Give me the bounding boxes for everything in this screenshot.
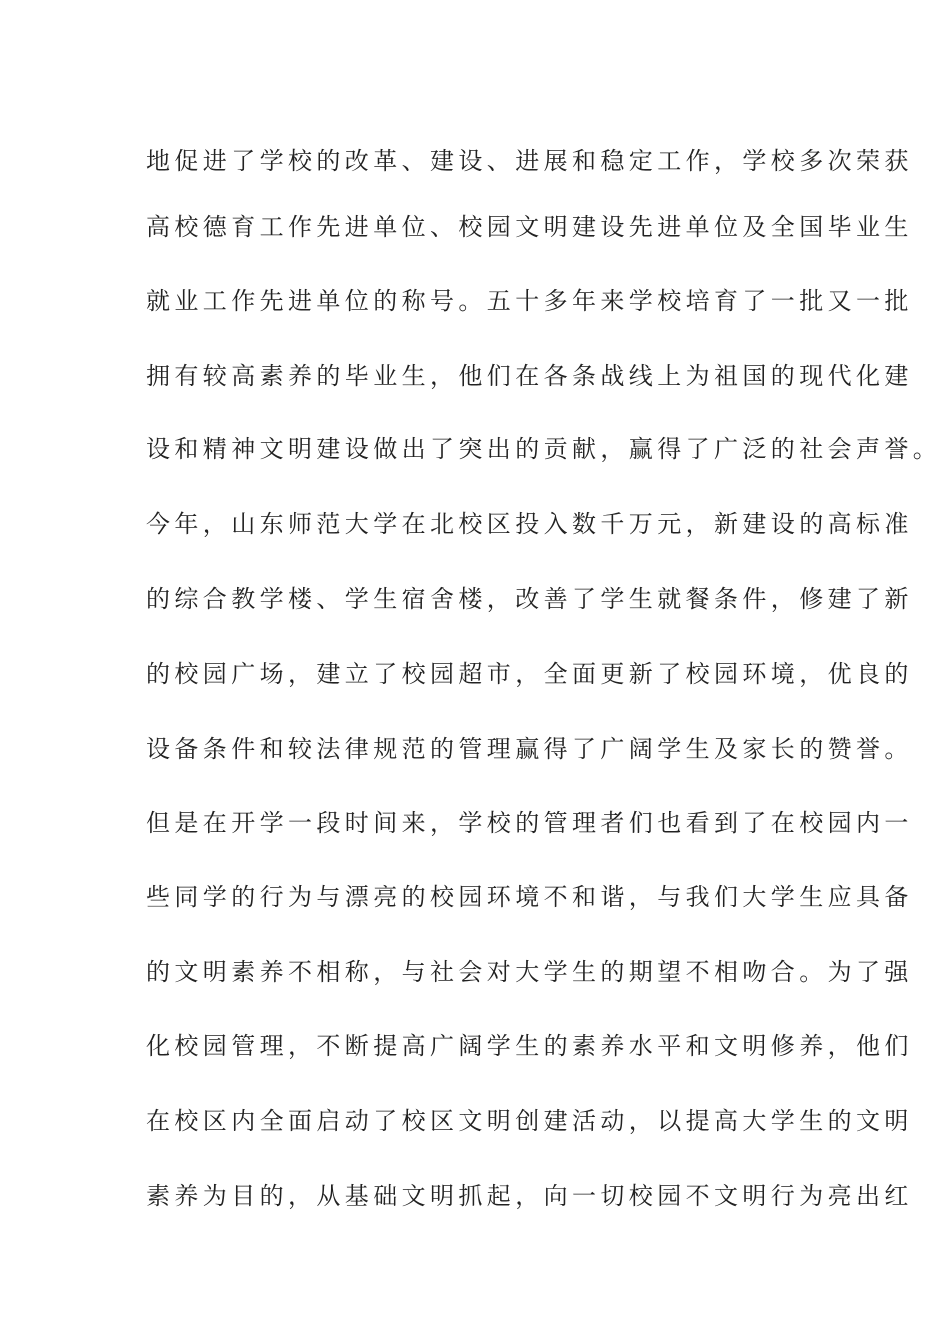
text-line: 的综合教学楼、学生宿舍楼，改善了学生就餐条件，修建了新 [146, 585, 913, 613]
text-line: 今年，山东师范大学在北校区投入数千万元，新建设的高标准 [146, 510, 913, 538]
text-line: 些同学的行为与漂亮的校园环境不和谐，与我们大学生应具备 [146, 883, 913, 911]
text-line: 就业工作先进单位的称号。五十多年来学校培育了一批又一批 [146, 287, 913, 315]
text-line: 高校德育工作先进单位、校园文明建设先进单位及全国毕业生 [146, 213, 913, 241]
text-line: 地促进了学校的改革、建设、进展和稳定工作，学校多次荣获 [146, 147, 913, 175]
text-line: 但是在开学一段时间来，学校的管理者们也看到了在校园内一 [146, 809, 913, 837]
text-line: 设备条件和较法律规范的管理赢得了广阔学生及家长的赞誉。 [146, 735, 913, 763]
text-line: 拥有较高素养的毕业生，他们在各条战线上为祖国的现代化建 [146, 362, 913, 390]
text-line: 的校园广场，建立了校园超市，全面更新了校园环境，优良的 [146, 660, 913, 688]
text-line: 的文明素养不相称，与社会对大学生的期望不相吻合。为了强 [146, 958, 913, 986]
text-line: 在校区内全面启动了校区文明创建活动，以提高大学生的文明 [146, 1107, 913, 1135]
text-line: 化校园管理，不断提高广阔学生的素养水平和文明修养，他们 [146, 1032, 913, 1060]
text-line: 设和精神文明建设做出了突出的贡献，赢得了广泛的社会声誉。 [146, 435, 942, 463]
text-line: 素养为目的，从基础文明抓起，向一切校园不文明行为亮出红 [146, 1182, 913, 1210]
